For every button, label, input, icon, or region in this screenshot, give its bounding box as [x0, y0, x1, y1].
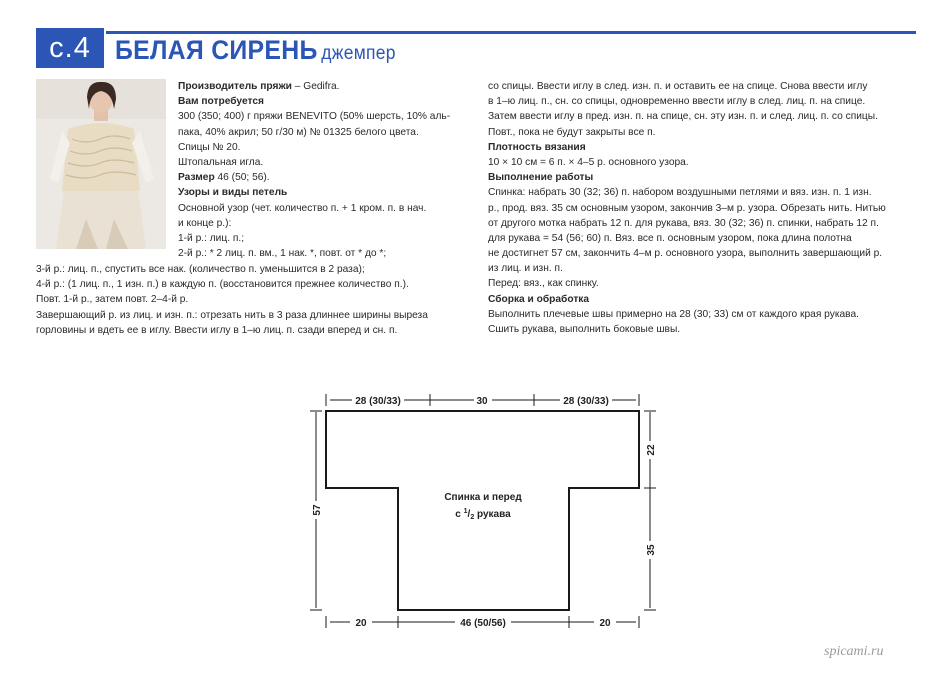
left-col-text: Основной узор (чет. количество п. + 1 кром. п. в нач.	[178, 202, 427, 214]
left-full-line: Повт. 1-й р., затем повт. 2–4-й р.	[36, 294, 189, 306]
right-col-heading: Сборка и обработка	[488, 293, 590, 305]
title-subtitle: джемпер	[321, 43, 396, 64]
left-col-heading: Производитель пряжи	[178, 81, 292, 92]
left-col-text: 1-й р.: лиц. п.;	[178, 232, 245, 244]
right-col-text: со спицы. Ввести иглу в след. изн. п. и оставить ее на спице. Снова ввести иглу	[488, 81, 868, 92]
diagram-label-line2: с $^1/_2$ рукава	[455, 508, 511, 521]
left-col-text: 46 (50; 56).	[214, 172, 270, 184]
right-col-text: Затем ввести иглу в пред. изн. п. на спице, сн. эту изн. п. и след. лиц. п. со спицы.	[488, 111, 878, 123]
right-col-text: Спинка: набрать 30 (32; 36) п. набором воздушными петлями и вяз. изн. п. 1 изн.	[488, 187, 872, 199]
dim-top-mid: 30	[476, 396, 488, 407]
dim-bottom-right: 20	[599, 618, 611, 629]
left-col-text: 300 (350; 400) г пряжи BENEVITO (50% шерсть, 10% аль-	[178, 111, 451, 123]
right-col-text: Выполнить плечевые швы примерно на 28 (30; 33) см от каждого края рукава.	[488, 308, 859, 320]
left-full-line: Завершающий р. из лиц. и изн. п.: отрезать нить в 3 раза длиннее ширины выреза	[36, 309, 428, 321]
dim-bottom-mid: 46 (50/56)	[460, 618, 506, 629]
left-col-text: Спицы № 20.	[178, 141, 241, 153]
left-col-heading: Вам потребуется	[178, 96, 264, 108]
right-col-text: Перед: вяз., как спинку.	[488, 278, 599, 290]
dim-left: 57	[312, 504, 323, 516]
left-full-line: 3-й р.: лиц. п., спустить все нак. (количество п. уменьшится в 2 раза);	[36, 264, 365, 275]
diagram-label-line1: Спинка и перед	[444, 492, 522, 503]
dim-top-left: 28 (30/33)	[355, 396, 401, 407]
right-col-text: из лиц. и изн. п.	[488, 263, 563, 275]
right-col-heading: Плотность вязания	[488, 141, 586, 153]
fraction-numerator: 1	[463, 508, 468, 515]
right-col-text: Повт., пока не будут закрыты все п.	[488, 126, 656, 138]
right-col-text: в 1–ю лиц. п., сн. со спицы, одновременно ввести иглу в след. лиц. п. на спице.	[488, 96, 866, 108]
title-text: БЕЛАЯ СИРЕНЬ	[115, 35, 318, 65]
right-col-heading: Выполнение работы	[488, 172, 594, 184]
fraction-denominator: 2	[470, 514, 475, 521]
left-col-text: Штопальная игла.	[178, 156, 264, 168]
right-col-text: Сшить рукава, выполнить боковые швы.	[488, 324, 681, 335]
right-col-text: от другого мотка набрать 12 п. для рукава, вяз. 30 (32; 36) п. спинки, набрать 12 п.	[488, 217, 879, 229]
left-col-text: и конце р.):	[178, 217, 232, 229]
left-full-line: 4-й р.: (1 лиц. п., 1 изн. п.) в каждую п. (восстановится прежнее количество п.).	[36, 279, 409, 291]
left-col-text: – Gedifra.	[291, 81, 340, 92]
left-col-text: 2-й р.: * 2 лиц. п. вм., 1 нак. *, повт. от * до *;	[178, 248, 387, 260]
page-number-badge: с.4	[36, 28, 104, 68]
right-col-text: не достигнет 57 см, закончить 4–м р. основного узора, выполнить завершающий р.	[488, 248, 883, 260]
dim-bottom-left: 20	[355, 618, 367, 629]
right-col-text: 10 × 10 см = 6 п. × 4–5 р. основного узора.	[488, 156, 689, 168]
left-col-heading: Узоры и виды петель	[178, 187, 288, 199]
dim-right-lower: 35	[646, 544, 657, 556]
watermark: spicami.ru	[824, 644, 884, 659]
dim-right-upper: 22	[646, 444, 657, 456]
right-col-text: р., прод. вяз. 35 см основным узором, закончив 3–м р. узора. Обрезать нить. Нитью	[488, 202, 886, 214]
right-col-text: для рукава = 54 (56; 60) п. Вяз. все п. основным узором, пока длина полотна	[488, 232, 852, 244]
dim-top-right: 28 (30/33)	[563, 396, 609, 407]
left-col-text: пака, 40% акрил; 50 г/30 м) № 01325 белого цвета.	[178, 126, 419, 138]
left-full-line: горловины и вдеть ее в иглу. Ввести иглу в 1–ю лиц. п. сзади вперед и сн. п.	[36, 324, 398, 336]
left-col-heading: Размер	[178, 172, 215, 184]
